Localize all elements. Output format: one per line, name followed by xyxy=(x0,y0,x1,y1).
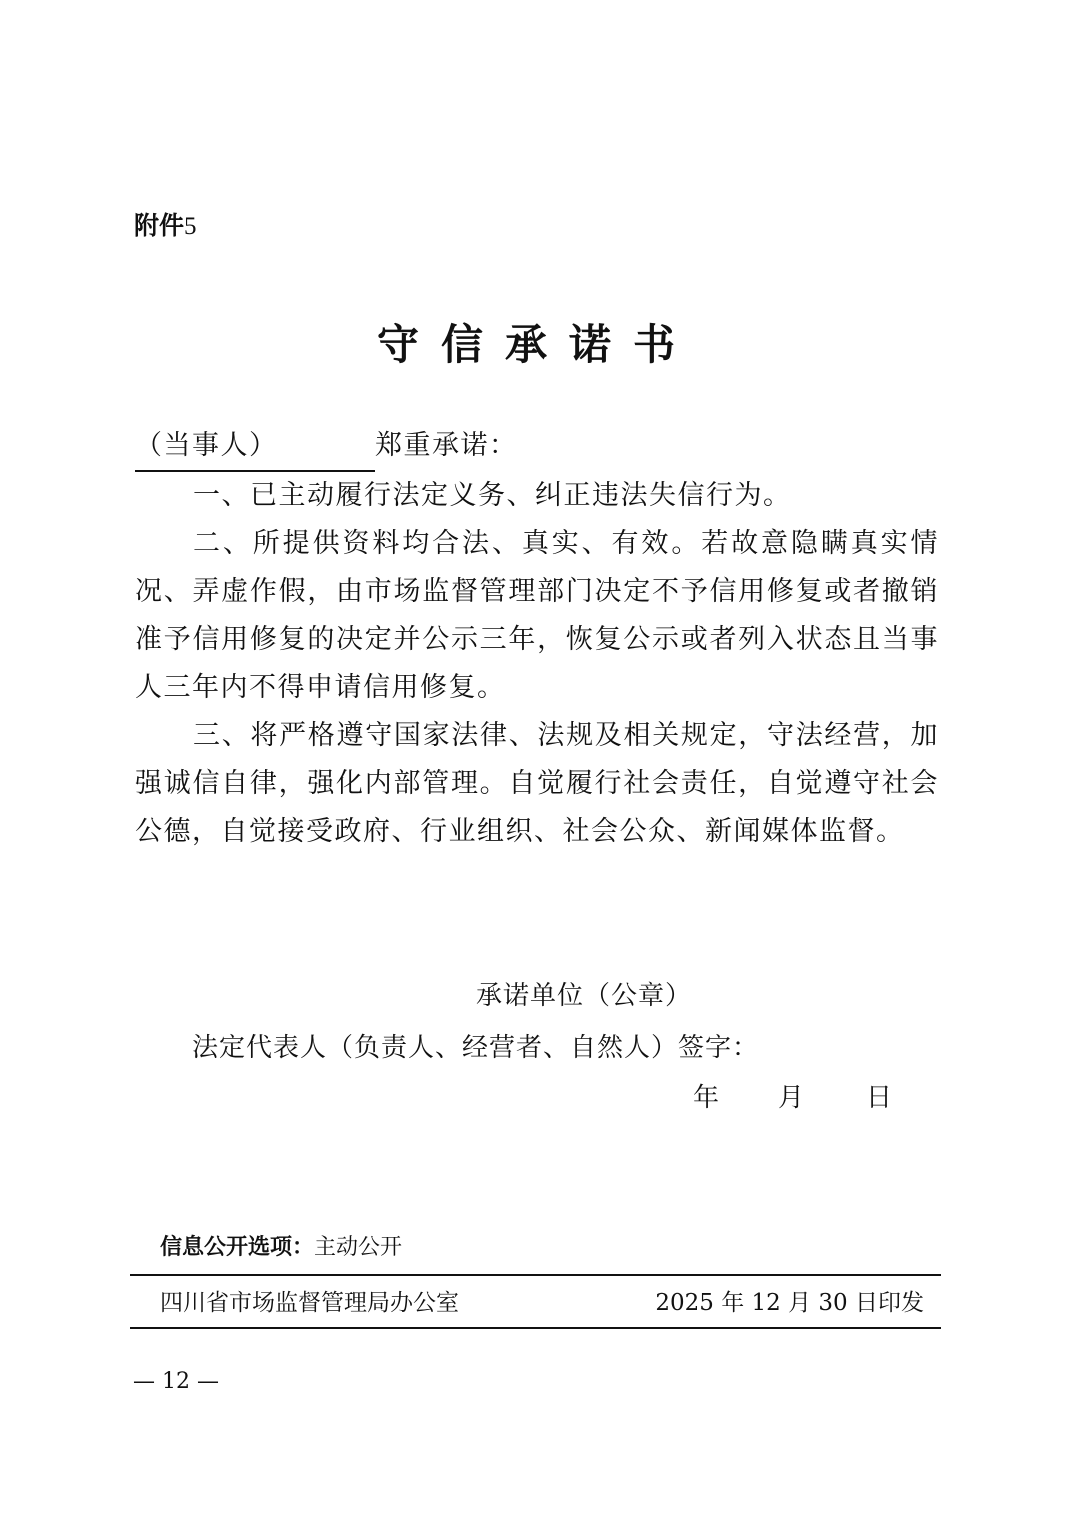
solemn-promise-text: 郑重承诺： xyxy=(375,430,518,461)
disclosure-value: 主动公开 xyxy=(314,1235,403,1260)
document-title: 守信承诺书 xyxy=(376,320,697,369)
issuer-name: 四川省市场监督管理局办公室 xyxy=(160,1290,459,1316)
date-day-label: 日 xyxy=(866,1083,893,1113)
print-date: 2025 年 12 月 30 日印发 xyxy=(655,1290,924,1316)
promise-opening xyxy=(135,422,939,472)
date-month-label: 月 xyxy=(778,1083,805,1113)
footer-bottom-rule xyxy=(130,1327,941,1329)
promise-item-2: 二、所提供资料均合法、真实、有效。若故意隐瞒真实情况、弄虚作假，由市场监督管理部门决定不予信用修复或者撤销准予信用修复的决定并公示三年，恢复公示或者列入状态且当事人三年内不得申请信用修复。 xyxy=(135,528,939,703)
page-number: — 12 — xyxy=(133,1369,219,1394)
promise-item-1: 一、已主动履行法定义务、纠正违法失信行为。 xyxy=(193,480,792,511)
attachment-label xyxy=(134,206,197,242)
representative-signature-label: 法定代表人（负责人、经营者、自然人）签字： xyxy=(192,1033,760,1063)
unit-seal-label: 承诺单位（公章） xyxy=(476,981,693,1011)
attachment-label-text: 附件 xyxy=(134,211,185,240)
promise-body xyxy=(135,422,939,856)
disclosure-label: 信息公开选项： xyxy=(160,1235,315,1260)
promise-item-3: 三、将严格遵守国家法律、法规及相关规定，守法经营，加强诚信自律，强化内部管理。自觉履行社会责任，自觉遵守社会公德，自觉接受政府、行业组织、社会公众、新闻媒体监督。 xyxy=(135,720,939,847)
attachment-number: 5 xyxy=(184,213,197,240)
date-year-label: 年 xyxy=(693,1083,720,1113)
party-blank-line xyxy=(135,422,375,472)
party-placeholder: （当事人） xyxy=(135,430,278,461)
disclosure-option xyxy=(160,1230,402,1261)
footer-top-rule xyxy=(130,1274,941,1276)
